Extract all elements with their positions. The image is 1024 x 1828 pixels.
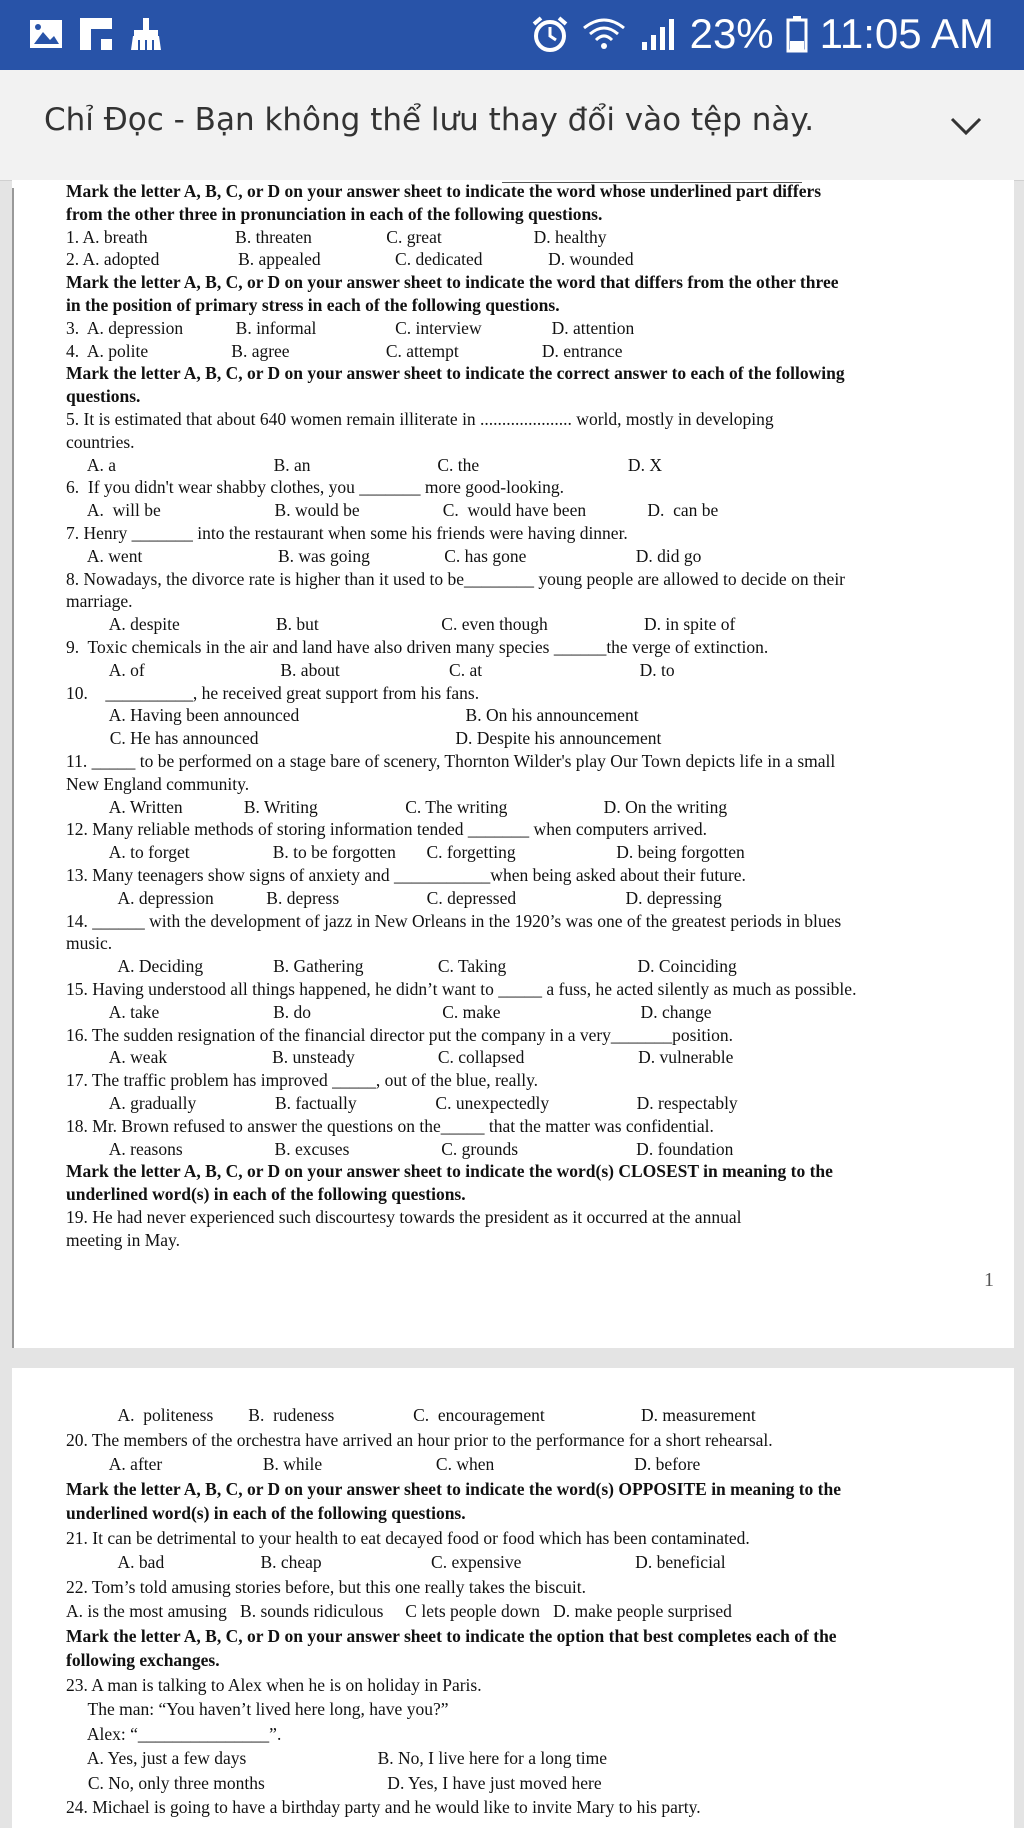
- status-bar: [0, 0, 1024, 70]
- question-line: 3. A. depression B. informal C. interview D. attention: [66, 317, 635, 338]
- question-line: The man: “You haven’t lived here long, have you?”: [66, 1699, 449, 1719]
- question-line: 11. _____ to be performed on a stage bare of scenery, Thornton Wilder's play Our Town depicts life in a small: [66, 751, 836, 771]
- question-line: 6. If you didn't wear shabby clothes, you _______ more good-looking.: [66, 477, 564, 498]
- question-line: 20. The members of the orchestra have arrived an hour prior to the performance for a short rehearsal.: [66, 1429, 773, 1450]
- question-line: 14. ______ with the development of jazz in New Orleans in the 1920’s was one of the greatest periods in blues: [66, 910, 842, 931]
- question-line: 17. The traffic problem has improved _____, out of the blue, really.: [66, 1070, 539, 1091]
- question-line: 5. It is estimated that about 640 women remain illiterate in ..................... world, mostly in developing: [66, 409, 774, 429]
- signal-icon: [638, 16, 678, 52]
- question-line: A. Written B. Writing C. The writing D. On the writing: [66, 796, 728, 817]
- section-instruction: Mark the letter A, B, C, or D on your answer sheet to indicate the word whose underlined part differs: [66, 181, 822, 201]
- question-line: 1. A. breath B. threaten C. great D. healthy: [66, 226, 607, 247]
- question-line: A. Having been announced B. On his announcement: [66, 705, 639, 726]
- question-line: A. went B. was going C. has gone D. did go: [66, 545, 702, 566]
- clock: 11:05 AM: [819, 10, 994, 57]
- section-instruction: Mark the letter A, B, C, or D on your answer sheet to indicate the option that best completes each of the: [66, 1625, 837, 1646]
- question-line: A. of B. about C. at D. to: [66, 659, 675, 680]
- document-page-2: [12, 1368, 1014, 1828]
- page-edge: [12, 188, 14, 1348]
- question-line: A. is the most amusing B. sounds ridiculous C lets people down D. make people surprised: [66, 1601, 732, 1621]
- question-line: A. will be B. would be C. would have been D. can be: [66, 500, 719, 521]
- question-line: 15. Having understood all things happened, he didn’t want to _____ a fuss, he acted silently as much as possible.: [66, 979, 857, 999]
- question-line: 8. Nowadays, the divorce rate is higher than it used to be________ young people are allowed to decide on their: [66, 568, 846, 589]
- question-line: 16. The sudden resignation of the financial director put the company in a very_______position.: [66, 1024, 733, 1045]
- question-line: A. bad B. cheap C. expensive D. beneficial: [66, 1552, 726, 1572]
- question-line: C. He has announced D. Despite his announcement: [66, 728, 662, 749]
- section-instruction: Mark the letter A, B, C, or D on your answer sheet to indicate the word that differs from the other three: [66, 272, 839, 293]
- question-line: A. reasons B. excuses C. grounds D. foundation: [66, 1138, 734, 1159]
- question-line: 18. Mr. Brown refused to answer the questions on the_____ that the matter was confidential.: [66, 1115, 714, 1136]
- question-line: A. take B. do C. make D. change: [66, 1001, 712, 1022]
- question-line: 19. He had never experienced such discourtesy towards the president as it occurred at the annual: [66, 1207, 742, 1227]
- question-line: 2. A. adopted B. appealed C. dedicated D. wounded: [66, 249, 634, 270]
- flipboard-icon: [78, 16, 114, 52]
- question-line: A. Yes, just a few days B. No, I live here for a long time: [66, 1748, 607, 1768]
- section-instruction: Mark the letter A, B, C, or D on your answer sheet to indicate the word(s) OPPOSITE in meaning to the: [66, 1478, 841, 1499]
- question-line: A. depression B. depress C. depressed D. depressing: [66, 887, 722, 908]
- question-line: 22. Tom’s told amusing stories before, but this one really takes the biscuit.: [66, 1576, 586, 1597]
- battery-icon: [786, 15, 808, 53]
- question-line: 24. Michael is going to have a birthday party and he would like to invite Mary to his party.: [66, 1797, 701, 1817]
- section-instruction: underlined word(s) in each of the following questions.: [66, 1503, 466, 1523]
- question-line: A. Deciding B. Gathering C. Taking D. Coinciding: [66, 956, 737, 977]
- section-instruction: underlined word(s) in each of the following questions.: [66, 1184, 466, 1205]
- section-instruction: from the other three in pronunciation in each of the following questions.: [66, 203, 603, 224]
- question-line: 10. __________, he received great support from his fans.: [66, 682, 480, 703]
- question-line: A. politeness B. rudeness C. encouragement D. measurement: [66, 1405, 756, 1425]
- question-line: A. a B. an C. the D. X: [66, 454, 662, 475]
- gallery-icon: [28, 16, 64, 52]
- cleaner-icon: [128, 16, 164, 52]
- question-line: A. despite B. but C. even though D. in spite of: [66, 614, 736, 635]
- section-instruction: questions.: [66, 386, 141, 407]
- question-line: New England community.: [66, 773, 250, 794]
- question-line: marriage.: [66, 591, 133, 612]
- section-instruction: in the position of primary stress in each of the following questions.: [66, 295, 560, 315]
- section-instruction: Mark the letter A, B, C, or D on your answer sheet to indicate the correct answer to each of the following: [66, 363, 845, 384]
- question-line: 9. Toxic chemicals in the air and land have also driven many species ______the verge of extinction.: [66, 637, 769, 657]
- question-line: 23. A man is talking to Alex when he is on holiday in Paris.: [66, 1674, 482, 1695]
- document-page-1: [12, 180, 1014, 1348]
- question-line: A. gradually B. factually C. unexpectedly D. respectably: [66, 1093, 738, 1113]
- page-number: 1: [984, 1269, 994, 1291]
- section-instruction: Mark the letter A, B, C, or D on your answer sheet to indicate the word(s) CLOSEST in meaning to the: [66, 1161, 833, 1182]
- wifi-icon: [582, 16, 626, 52]
- question-line: Alex: “_______________”.: [66, 1723, 282, 1744]
- question-line: countries.: [66, 431, 135, 452]
- question-line: 7. Henry _______ into the restaurant when some his friends were having dinner.: [66, 523, 628, 543]
- chevron-down-icon[interactable]: [948, 108, 984, 144]
- question-line: music.: [66, 933, 113, 954]
- question-line: C. No, only three months D. Yes, I have just moved here: [66, 1772, 602, 1793]
- question-line: meeting in May.: [66, 1229, 181, 1250]
- question-line: A. weak B. unsteady C. collapsed D. vulnerable: [66, 1047, 734, 1068]
- banner-title: Chỉ Đọc - Bạn không thể lưu thay đổi vào tệp này.: [44, 102, 815, 138]
- battery-percent: 23%: [689, 10, 774, 57]
- read-only-banner: [0, 70, 1024, 181]
- question-line: A. after B. while C. when D. before: [66, 1454, 701, 1474]
- question-line: 4. A. polite B. agree C. attempt D. entrance: [66, 340, 623, 361]
- question-line: A. to forget B. to be forgotten C. forgetting D. being forgotten: [66, 842, 745, 863]
- question-line: 12. Many reliable methods of storing information tended _______ when computers arrived.: [66, 819, 708, 840]
- question-line: 21. It can be detrimental to your health to eat decayed food or food which has been contaminated.: [66, 1527, 750, 1548]
- question-line: 13. Many teenagers show signs of anxiety and ___________when being asked about their future.: [66, 865, 746, 885]
- section-instruction: following exchanges.: [66, 1650, 220, 1670]
- alarm-icon: [530, 14, 570, 54]
